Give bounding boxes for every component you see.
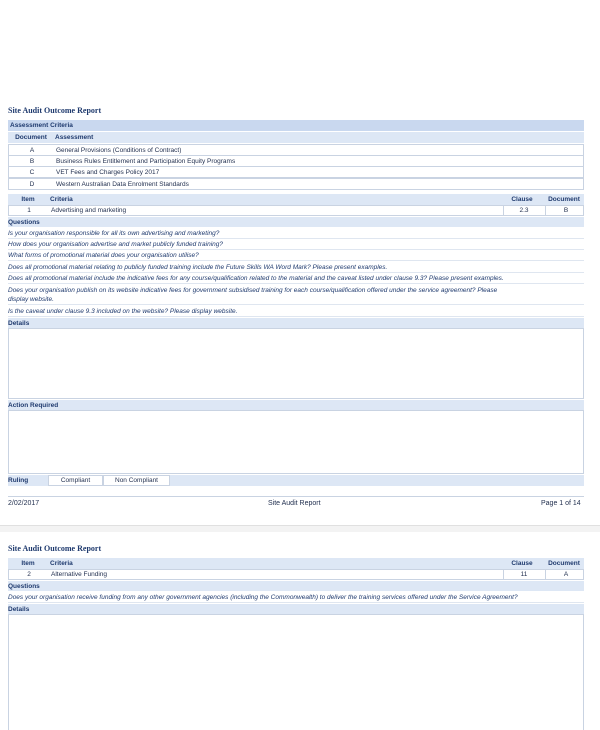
assessment-doc: D: [29, 180, 35, 188]
assessment-columns-row: [8, 132, 584, 143]
details-label: Details: [8, 605, 30, 613]
assessment-criteria-label: Assessment Criteria: [10, 122, 73, 129]
question-line: [8, 262, 584, 273]
page-title: Site Audit Outcome Report: [8, 544, 102, 553]
question-text: How does your organisation advertise and market publicly funded training?: [8, 240, 223, 248]
ruling-row: [8, 475, 584, 486]
assessment-doc: A: [29, 146, 35, 154]
action-required-header: [8, 400, 584, 410]
non-compliant-option[interactable]: Non Compliant: [103, 475, 170, 486]
question-line: [8, 239, 584, 250]
question-line: [8, 294, 584, 305]
item-clause: 11: [503, 570, 544, 579]
item-col: Item: [21, 196, 35, 203]
item-document: B: [545, 206, 586, 215]
question-line: [8, 306, 584, 317]
assessment-doc: B: [29, 157, 35, 165]
details-header: [8, 318, 584, 328]
assessment-doc: C: [29, 168, 35, 176]
item-criteria: Advertising and marketing: [51, 207, 127, 214]
question-text: Does your organisation receive funding from any other government agencies (including the Commonwealth) to deliver the training services offered under the Service Agreement?: [8, 593, 518, 601]
details-box[interactable]: [8, 328, 584, 399]
action-required-box[interactable]: [8, 410, 584, 474]
question-line: [8, 228, 584, 239]
clause-col: Clause: [511, 560, 533, 567]
question-text: Is the caveat under clause 9.3 included on the website? Please display website.: [8, 307, 238, 315]
footer-title: Site Audit Report: [268, 500, 321, 507]
page-title: Site Audit Outcome Report: [8, 106, 102, 115]
question-text: display website.: [8, 295, 54, 303]
question-text: Is your organisation responsible for all its own advertising and marketing?: [8, 229, 220, 237]
col-document: Document: [15, 134, 47, 141]
assessment-criteria-header: [8, 120, 584, 131]
report-page-2: [0, 532, 600, 730]
questions-header: [8, 581, 584, 591]
col-assessment: Assessment: [55, 134, 94, 141]
question-line: [8, 273, 584, 284]
item-col: Item: [21, 560, 35, 567]
question-text: Does all promotional material include the indicative fees for any course/qualification related to the material and the caveat listed under clause 9.3? Please present examples.: [8, 274, 504, 282]
action-required-label: Action Required: [8, 401, 59, 409]
item-number: 2: [27, 571, 31, 578]
criteria-col: Criteria: [50, 196, 73, 203]
details-box[interactable]: [8, 614, 584, 730]
question-line: [8, 250, 584, 261]
questions-label: Questions: [8, 218, 40, 226]
compliant-option[interactable]: Compliant: [48, 475, 103, 486]
item-header-row: [8, 558, 584, 569]
assessment-text: General Provisions (Conditions of Contract): [56, 146, 182, 154]
item-criteria: Alternative Funding: [51, 571, 108, 578]
footer-divider: [8, 496, 584, 497]
question-text: What forms of promotional material does your organisation utilise?: [8, 251, 199, 259]
assessment-row: [8, 166, 584, 178]
details-header: [8, 604, 584, 614]
assessment-text: Western Australian Data Enrolment Standards: [56, 180, 189, 188]
item-header-row: [8, 194, 584, 205]
assessment-text: VET Fees and Charges Policy 2017: [56, 168, 160, 176]
item-row: [8, 569, 584, 580]
question-line: [8, 592, 584, 603]
footer-date: 2/02/2017: [8, 500, 40, 507]
document-col: Document: [548, 196, 580, 203]
assessment-row: [8, 178, 584, 190]
document-col: Document: [548, 560, 580, 567]
assessment-text: Business Rules Entitlement and Participation Equity Programs: [56, 157, 236, 165]
clause-col: Clause: [511, 196, 533, 203]
ruling-label: Ruling: [8, 477, 29, 484]
details-label: Details: [8, 319, 30, 327]
item-document: A: [545, 570, 586, 579]
questions-label: Questions: [8, 582, 40, 590]
question-text: Does your organisation publish on its website indicative fees for government subsidised training for each course/qualification offered under the service agreement? Please: [8, 286, 498, 294]
questions-header: [8, 217, 584, 227]
item-row: [8, 205, 584, 216]
item-clause: 2.3: [503, 206, 544, 215]
question-text: Does all promotional material relating to publicly funded training include the Future Skills WA Word Mark? Please present examples.: [8, 263, 388, 271]
footer-page-number: Page 1 of 14: [541, 500, 581, 507]
item-number: 1: [27, 207, 31, 214]
criteria-col: Criteria: [50, 560, 73, 567]
